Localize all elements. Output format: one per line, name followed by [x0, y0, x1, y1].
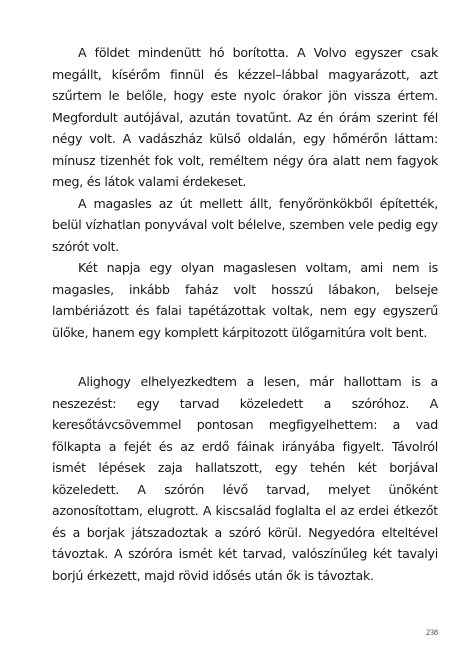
text-section-1 [52, 42, 438, 343]
page-number: 238 [426, 628, 438, 637]
paragraph: Alighogy elhelyezkedtem a lesen, már hallottam is a neszezést: egy tarvad közeledett a szóróhoz. A keresőtávcsövemmel pontosan megfigyelhettem: a vad fölkapta a fejét és az erdő fáinak irányába figyelt. Távolról ismét lépések zaja hallatszott, egy tehén két borjával közeledett. A szórón lévő tarvad, melyet ünőként azonosítottam, elugrott. A kiscsalád foglalta el az erdei étkezőt és a borjak játszadoztak a szóró körül. Negyedóra elteltével távoztak. A szóróra ismét két tarvad, valószínűleg két tavalyi borjú érkezett, majd rövid idősés után ők is távoztak. [52, 374, 438, 583]
text-section-2 [52, 371, 438, 586]
paragraph: A földet mindenütt hó borította. A Volvo egyszer csak megállt, kísérőm finnül és kézzel–lábbal magyarázott, azt szűrtem le belőle, hogy este nyolc órakor jön vissza értem. Megfordult autójával, azután tovatűnt. Az én órám szerint fél négy volt. A vadászház külső oldalán, egy hőmérőn láttam: mínusz tizenhét fok volt, reméltem négy óra alatt nem fagyok meg, és látok valami érdekeset. [52, 45, 438, 189]
paragraph: Két napja egy olyan magaslesen voltam, ami nem is magasles, inkább faház volt hosszú lábakon, belseje lambériázott és falai tapétázottak voltak, nem egy egyszerű ülőke, hanem egy komplett kárpitozott ülőgarnitúra volt bent. [52, 260, 438, 340]
paragraph: A magasles az út mellett állt, fenyőrönkökből építették, belül vízhatlan ponyvával volt bélelve, szemben vele pedig egy szórót volt. [52, 195, 438, 254]
